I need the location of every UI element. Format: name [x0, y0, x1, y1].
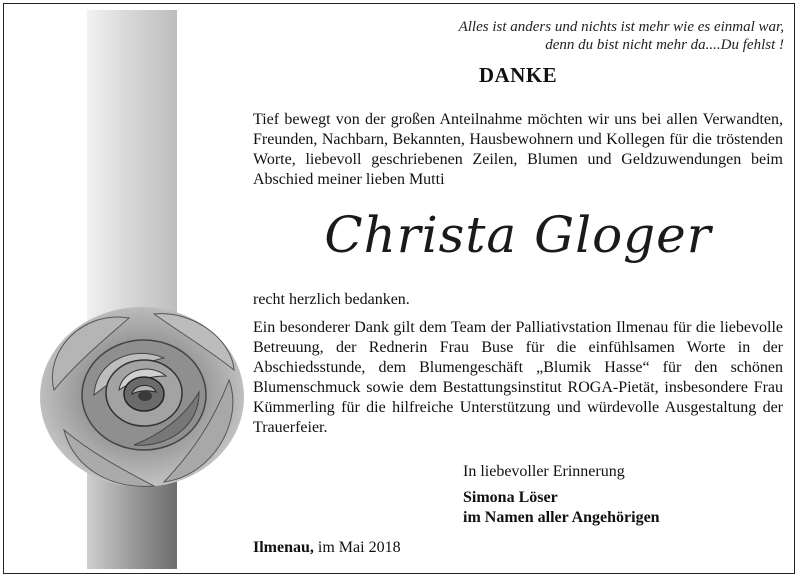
deceased-name: Christa Gloger: [324, 206, 712, 264]
memorial-quote: [364, 18, 784, 54]
place-date: [253, 539, 401, 557]
place: Ilmenau,: [253, 539, 314, 556]
signer-name: Simona Löser: [463, 489, 558, 506]
thanks-line: recht herzlich bedanken.: [253, 291, 410, 308]
rose-image: [34, 300, 250, 494]
signer-on-behalf: im Namen aller Angehörigen: [463, 509, 660, 526]
date: im Mai 2018: [317, 539, 401, 556]
special-thanks-paragraph: Ein besonderer Dank gilt dem Team der Palliativstation Ilmenau für die liebevolle Betreuung, der Rednerin Frau Buse für die einfühlsamen Worte in der Abschiedsstunde, dem Blumengeschäft „Blumik Hasse“ für den schönen Blumenschmuck sowie dem Bestattungsinstitut ROGA-Pietät, insbesondere Frau Kümmerling für die hilfreiche Unterstützung und würdevolle Ausgestaltung der Trauerfeier.: [253, 319, 783, 436]
signature-block: [463, 488, 660, 528]
closing-line: In liebevoller Erinnerung: [463, 463, 625, 480]
thanks-heading: DANKE: [478, 63, 558, 87]
quote-line-2: denn du bist nicht mehr da....Du fehlst !: [545, 37, 784, 53]
quote-line-1: Alles ist anders und nichts ist mehr wie es einmal war,: [458, 19, 784, 35]
intro-paragraph: Tief bewegt von der großen Anteilnahme möchten wir uns bei allen Verwandten, Freunden, Nachbarn, Bekannten, Hausbewohnern und Kollegen für die tröstenden Worte, liebevoll geschriebenen Zeilen, Blumen und Geldzuwendungen beim Abschied meiner lieben Mutti: [253, 111, 783, 188]
